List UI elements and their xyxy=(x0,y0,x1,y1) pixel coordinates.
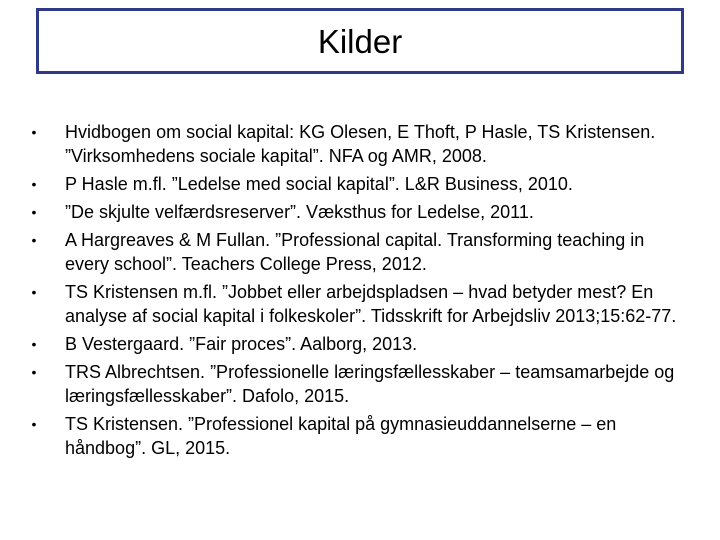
list-item xyxy=(28,120,678,168)
list-item xyxy=(28,200,678,224)
bullet-icon: • xyxy=(31,204,37,220)
source-text: TS Kristensen. ”Professionel kapital på gymnasieuddannelserne – en håndbog”. GL, 2015. xyxy=(65,414,617,458)
bullet-icon: • xyxy=(31,336,37,352)
bullet-icon: • xyxy=(31,416,37,432)
source-text: Hvidbogen om social kapital: KG Olesen, E Thoft, P Hasle, TS Kristensen. ”Virksomhedens sociale kapital”. NFA og AMR, 2008. xyxy=(65,122,656,166)
source-text: TRS Albrechtsen. ”Professionelle læringsfællesskaber – teamsamarbejde og læringsfællesskaber”. Dafolo, 2015. xyxy=(65,362,675,406)
source-text: A Hargreaves & M Fullan. ”Professional capital. Transforming teaching in every school”. Teachers College Press, 2012. xyxy=(65,230,645,274)
slide-title: Kilder xyxy=(317,22,403,60)
bullet-icon: • xyxy=(31,284,37,300)
bullet-icon: • xyxy=(31,364,37,380)
list-item xyxy=(28,412,678,460)
source-text: B Vestergaard. ”Fair proces”. Aalborg, 2013. xyxy=(65,334,418,354)
sources-list xyxy=(28,120,678,464)
list-item xyxy=(28,172,678,196)
list-item xyxy=(28,228,678,276)
source-text: TS Kristensen m.fl. ”Jobbet eller arbejdspladsen – hvad betyder mest? En analyse af social kapital i folkeskoler”. Tidsskrift for Arbejdsliv 2013;15:62-77. xyxy=(65,282,677,326)
list-item xyxy=(28,360,678,408)
bullet-icon: • xyxy=(31,232,37,248)
list-item xyxy=(28,280,678,328)
list-item xyxy=(28,332,678,356)
bullet-icon: • xyxy=(31,124,37,140)
title-box xyxy=(36,8,684,74)
bullet-icon: • xyxy=(31,176,37,192)
source-text: P Hasle m.fl. ”Ledelse med social kapital”. L&R Business, 2010. xyxy=(65,174,573,194)
source-text: ”De skjulte velfærdsreserver”. Væksthus for Ledelse, 2011. xyxy=(65,202,534,222)
